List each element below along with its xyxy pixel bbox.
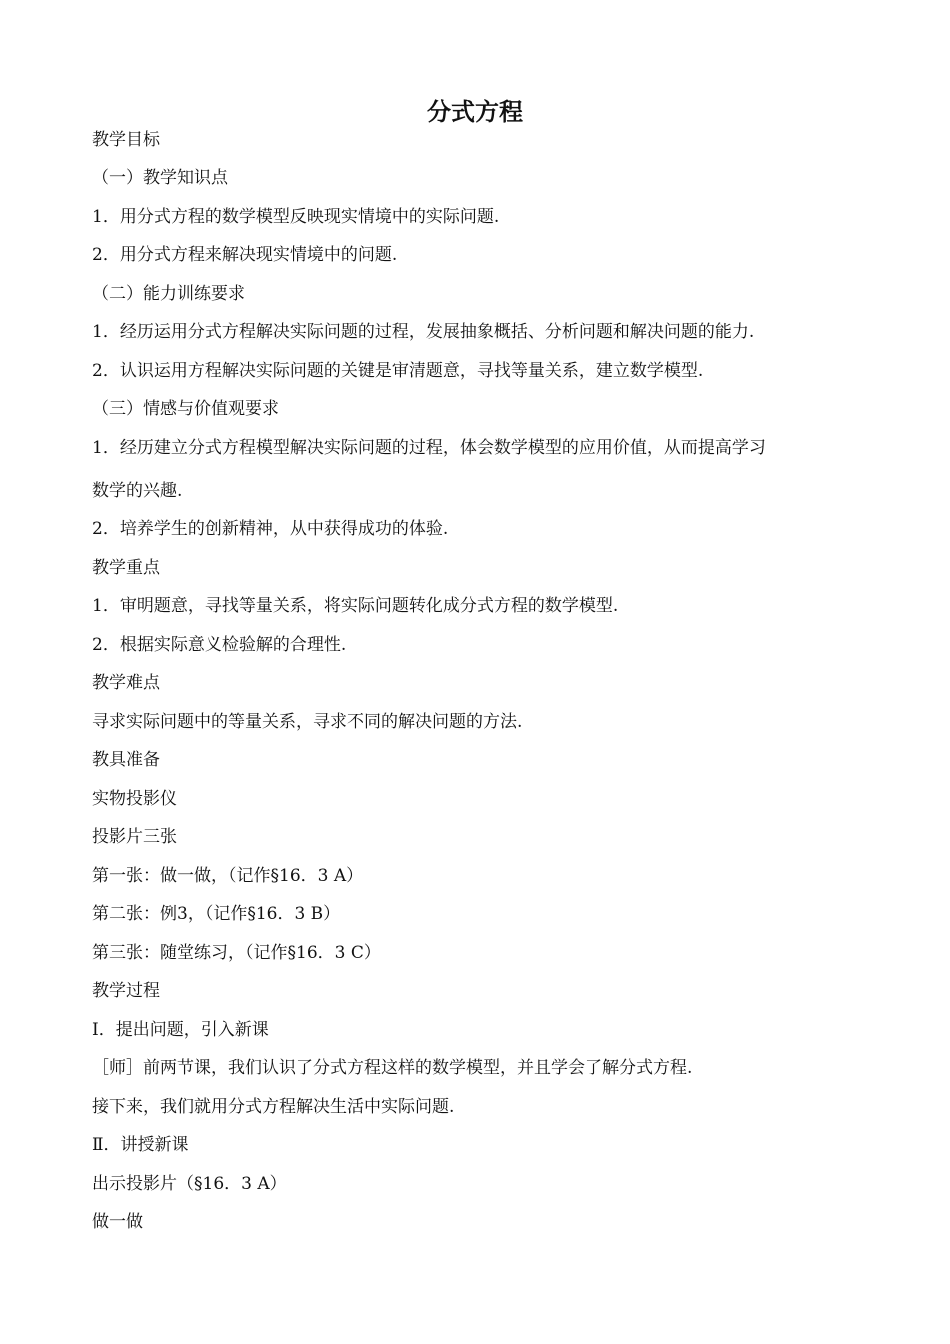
text-line: 1．用分式方程的数学模型反映现实情境中的实际问题. [92, 207, 500, 227]
text-line: Ⅱ．讲授新课 [92, 1135, 189, 1155]
text-line: 第一张：做一做，（记作§16．3 A） [92, 866, 364, 886]
section-heading-key-points: 教学重点 [92, 558, 160, 578]
text-line: 接下来，我们就用分式方程解决生活中实际问题. [92, 1097, 455, 1117]
page-title: 分式方程 [427, 98, 523, 126]
text-line: 1．审明题意，寻找等量关系，将实际问题转化成分式方程的数学模型. [92, 596, 619, 616]
subheading-values: （三）情感与价值观要求 [92, 399, 279, 419]
text-line: 数学的兴趣. [92, 481, 183, 501]
text-line: 第二张：例3，（记作§16．3 B） [92, 904, 341, 924]
section-heading-materials: 教具准备 [92, 750, 160, 770]
text-line: 2．认识运用方程解决实际问题的关键是审清题意，寻找等量关系，建立数学模型. [92, 361, 704, 381]
text-line: 做一做 [92, 1212, 143, 1232]
text-line: 2．用分式方程来解决现实情境中的问题. [92, 245, 398, 265]
text-line: 投影片三张 [92, 827, 177, 847]
text-line: 2．根据实际意义检验解的合理性. [92, 635, 347, 655]
text-line: Ⅰ．提出问题，引入新课 [92, 1020, 269, 1040]
section-heading-objectives: 教学目标 [92, 130, 160, 150]
section-heading-process: 教学过程 [92, 981, 160, 1001]
text-line: 1．经历建立分式方程模型解决实际问题的过程，体会数学模型的应用价值，从而提高学习 [92, 438, 766, 458]
text-line: 2．培养学生的创新精神，从中获得成功的体验. [92, 519, 449, 539]
text-line: 实物投影仪 [92, 789, 177, 809]
section-heading-difficulties: 教学难点 [92, 673, 160, 693]
subheading-knowledge: （一）教学知识点 [92, 168, 228, 188]
text-line: 寻求实际问题中的等量关系，寻求不同的解决问题的方法. [92, 712, 523, 732]
text-line: 1．经历运用分式方程解决实际问题的过程，发展抽象概括、分析问题和解决问题的能力. [92, 322, 755, 342]
text-line: 第三张：随堂练习，（记作§16．3 C） [92, 943, 381, 963]
text-line: ［师］前两节课，我们认识了分式方程这样的数学模型，并且学会了解分式方程. [92, 1058, 693, 1078]
text-line: 出示投影片（§16．3 A） [92, 1174, 287, 1194]
subheading-ability: （二）能力训练要求 [92, 284, 245, 304]
